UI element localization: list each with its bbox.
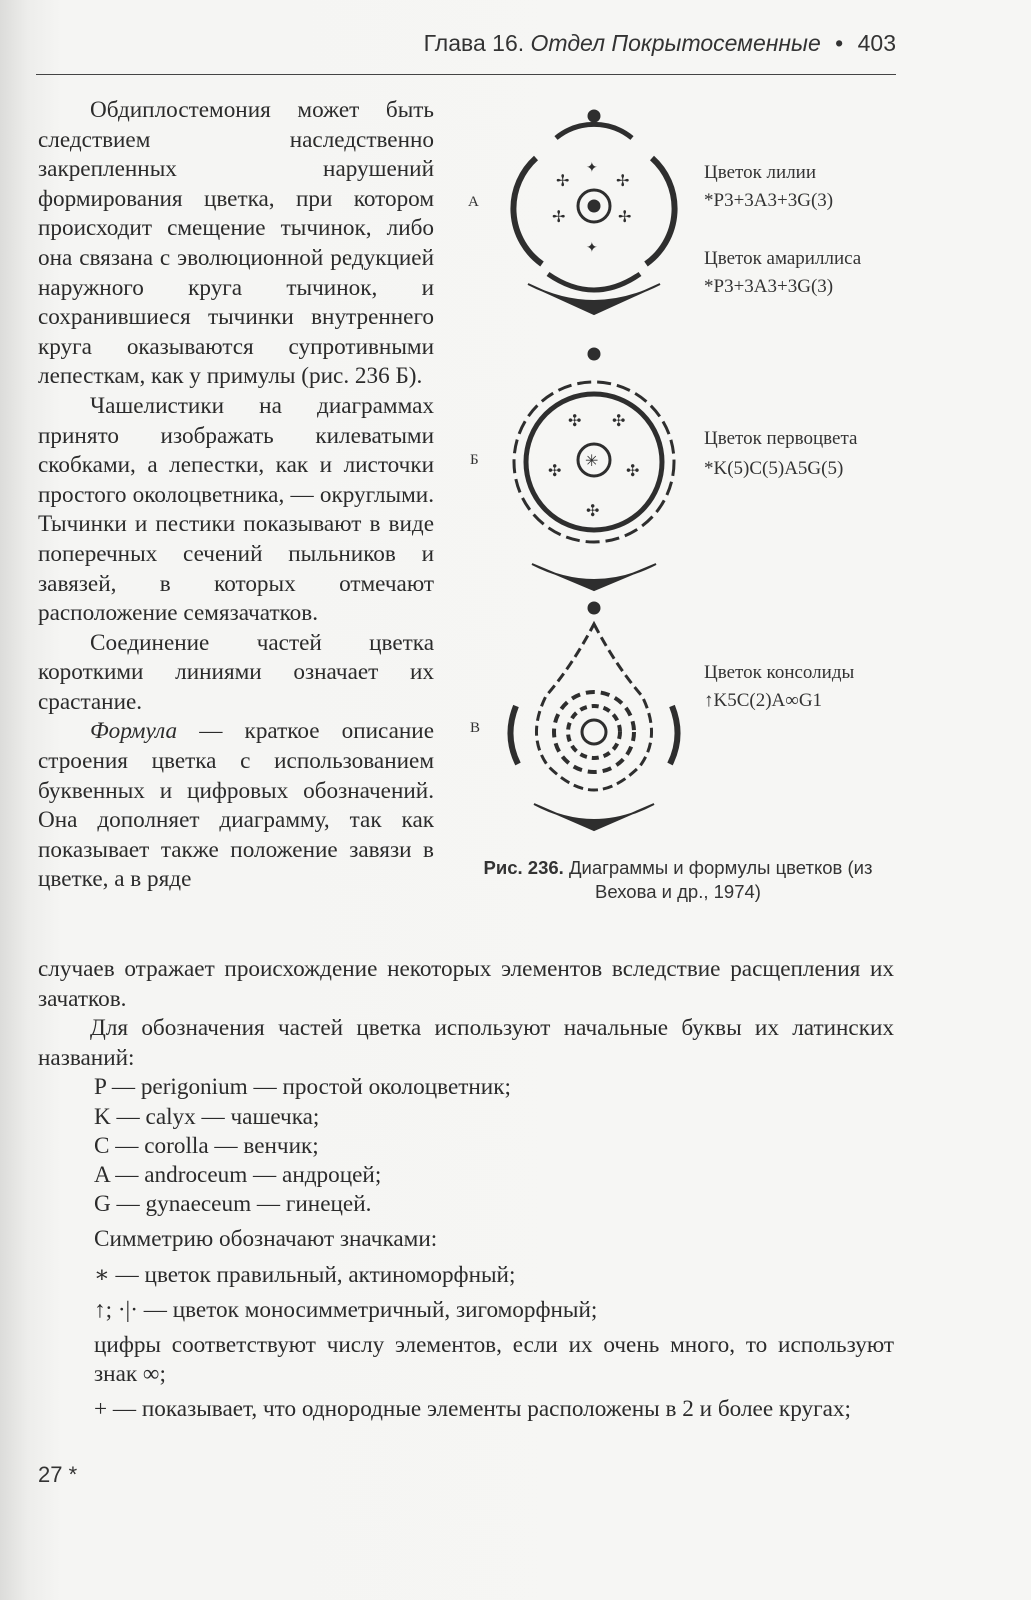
figure-236 (456, 96, 906, 916)
term-formula: Формула (90, 718, 178, 745)
consolida-formula: ↑K5C(2)A∞G1 (704, 690, 823, 711)
ovary-center-a (588, 200, 600, 212)
stamens-v-inner (568, 706, 620, 758)
ovary-v (582, 720, 606, 744)
lily-formula: *P3+3A3+3G(3) (704, 190, 834, 211)
primula-name: Цветок первоцвета (704, 428, 858, 449)
primula-formula: *K(5)C(5)A5G(5) (704, 458, 844, 479)
paragraph-diagram-conventions: Чашелистики на диаграммах принято изображать килеватыми скобками, а лепестки, как и листочки простого околоцветника, — округлыми. Тычинки и пестики показывают в виде поперечных сечений пыльников и завязей, в которых отмечают расположение семязачатков. (38, 392, 434, 627)
symmetry-intro: Симметрию обозначают значками: (94, 1226, 438, 1253)
bract-b (532, 564, 656, 590)
stamen-a4: ✢ (552, 209, 566, 226)
stamen-a1: ✢ (556, 173, 570, 190)
diagram-primula (514, 348, 674, 590)
list-item-perigonium: P — perigonium — простой околоцветник; (94, 1074, 511, 1101)
amaryllis-name: Цветок амариллиса (704, 248, 862, 269)
symmetry-zygomorphic: ↑; ·|· — цветок моносимметричный, зигоморфный; (94, 1296, 598, 1323)
symmetry-actinomorphic: ∗ — цветок правильный, актиноморфный; (94, 1261, 516, 1288)
lily-name: Цветок лилии (704, 162, 817, 183)
paragraph-continuation: случаев отражает происхождение некоторых элементов вследствие расщепления их зачатков. (38, 956, 894, 1012)
header-bullet: • (835, 30, 844, 56)
axis-dot-v (588, 602, 600, 614)
sepal-right-v (670, 706, 678, 764)
sepal-left-v (510, 706, 518, 764)
left-column-text (38, 96, 434, 895)
stamen-a6: ✦ (586, 241, 598, 256)
chapter-label: Глава 16. (423, 30, 525, 56)
ovary-center-b: ✳ (585, 453, 599, 470)
flower-diagrams (456, 96, 906, 916)
paragraph-fusion: Соединение частей цветка короткими линиями означает их срастание. (38, 629, 434, 715)
stamen-b5: ✣ (586, 503, 600, 520)
bract-v (534, 804, 654, 830)
tepal-outer-right (646, 158, 675, 264)
stamen-b3: ✣ (548, 463, 562, 480)
list-item-androceum: A — androceum — андроцей; (94, 1161, 382, 1188)
paragraph-formula (38, 717, 434, 895)
paragraph-letters-intro: Для обозначения частей цветка используют начальные буквы их латинских названий: (38, 1015, 894, 1071)
diagram-consolida (510, 602, 677, 830)
stamen-a5: ✢ (618, 209, 632, 226)
stamen-b4: ✣ (626, 463, 640, 480)
diagram-label-b: Б (470, 452, 479, 468)
numbers-rule: цифры соответствуют числу элементов, если их очень много, то используют знак ∞; (94, 1332, 894, 1388)
caption-number: Рис. 236. (483, 857, 564, 878)
section-title: Отдел Покрытосеменные (530, 30, 821, 56)
stamen-b2: ✣ (612, 413, 626, 430)
list-item-gynaeceum: G — gynaeceum — гинецей. (94, 1191, 372, 1218)
amaryllis-formula: *P3+3A3+3G(3) (704, 276, 834, 297)
running-header (36, 30, 896, 75)
list-item-corolla: C — corolla — венчик; (94, 1132, 319, 1159)
tepal-inner-bottom (548, 274, 640, 290)
tepal-outer-top (556, 124, 632, 138)
diagram-lily (513, 110, 674, 314)
stamen-a2: ✢ (616, 173, 630, 190)
diagram-label-v: В (470, 720, 481, 736)
axis-dot-a (588, 110, 600, 122)
paragraph-obdiplostemony: Обдиплостемония может быть следствием наследственно закрепленных нарушений формирования цветка, при котором происходит смещение тычинок, либо она связана с эволюционной редукцией наружного круга тычинок, и сохранившиеся тычинки внутреннего круга оказываются супротивными лепесткам, как у примулы (рис. 236 Б). (38, 97, 434, 390)
page-number: 403 (857, 30, 896, 56)
caption-text: Диаграммы и формулы цветков (из Вехова и др., 1974) (568, 857, 873, 902)
list-item-calyx: K — calyx — чашечка; (94, 1103, 320, 1130)
full-width-text (38, 955, 894, 1425)
signature-mark: 27 * (38, 1462, 78, 1487)
tepal-outer-left (513, 158, 542, 264)
figure-caption (468, 856, 888, 904)
stamen-b1: ✣ (568, 413, 582, 430)
plus-rule: + — показывает, что однородные элементы расположены в 2 и более кругах; (94, 1396, 851, 1423)
stamen-a3: ✦ (586, 161, 598, 176)
formula-definition: — краткое описание строения цветка с использованием буквенных и цифровых обозначений. Она дополняет диаграмму, так как показывает также положение завязи в цветке, а в ряде (38, 718, 434, 893)
diagram-label-a: А (468, 194, 479, 210)
consolida-name: Цветок консолиды (704, 662, 855, 683)
axis-dot-b (588, 348, 600, 360)
